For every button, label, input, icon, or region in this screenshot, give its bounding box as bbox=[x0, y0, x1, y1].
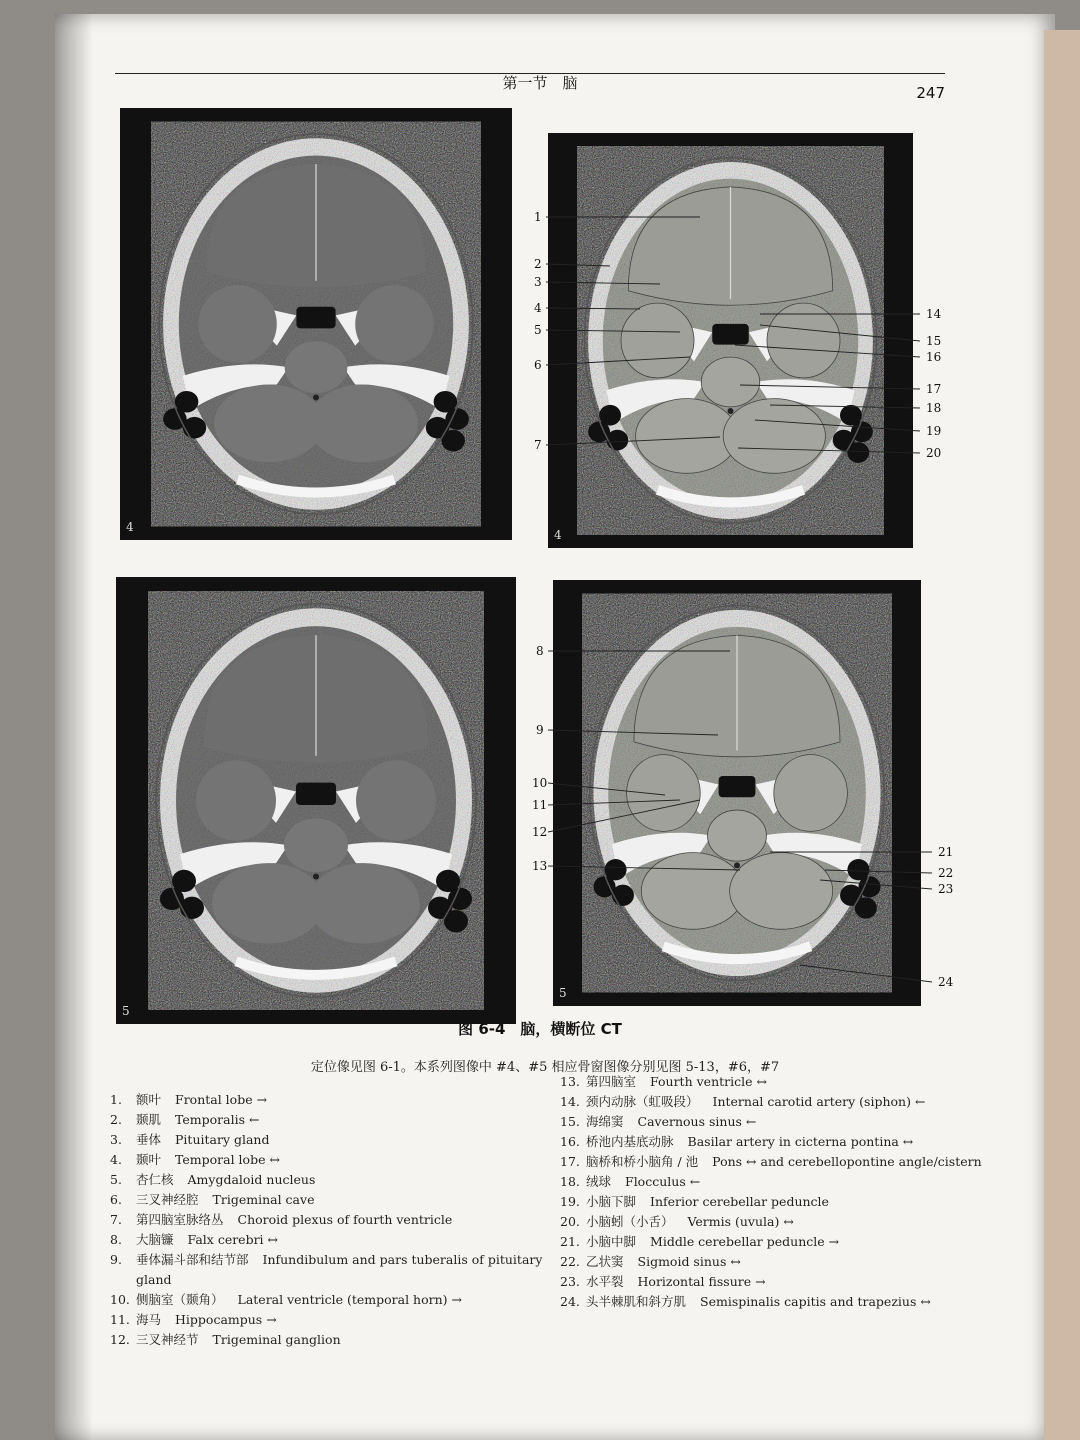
ct-image-bottom-left bbox=[116, 577, 516, 1024]
legend-item bbox=[560, 1212, 1040, 1232]
legend-number: 7. bbox=[110, 1212, 122, 1227]
legend-english-term: Choroid plexus of fourth ventricle bbox=[237, 1212, 453, 1227]
legend-item bbox=[560, 1232, 1040, 1252]
legend-number: 4. bbox=[110, 1152, 122, 1167]
ct-slice-drawing bbox=[553, 580, 921, 1006]
callout-label-16: 16 bbox=[926, 350, 942, 364]
legend-number: 8. bbox=[110, 1232, 122, 1247]
legend-chinese-term: 海马 bbox=[136, 1312, 162, 1327]
legend-number: 3. bbox=[110, 1132, 122, 1147]
slice-number: 5 bbox=[122, 1004, 130, 1018]
legend-english-term: Flocculus ← bbox=[625, 1174, 701, 1189]
ct-image-bottom-right-annotated bbox=[553, 580, 921, 1006]
legend-english-term: Cavernous sinus ← bbox=[637, 1114, 757, 1129]
legend-english-term: Falx cerebri ↔ bbox=[187, 1232, 279, 1247]
legend-english-term: Sigmoid sinus ↔ bbox=[637, 1254, 741, 1269]
callout-label-3: 3 bbox=[534, 275, 542, 289]
legend-number: 1. bbox=[110, 1092, 122, 1107]
legend-chinese-term: 小脑中脚 bbox=[586, 1234, 637, 1249]
ct-slice-drawing bbox=[120, 108, 512, 540]
legend-chinese-term: 颞叶 bbox=[136, 1152, 162, 1167]
callout-label-22: 22 bbox=[938, 866, 954, 880]
ct-slice-drawing bbox=[548, 133, 913, 548]
legend-chinese-term: 大脑镰 bbox=[136, 1232, 174, 1247]
legend-right-column bbox=[560, 1072, 1040, 1312]
legend-number: 24. bbox=[560, 1294, 580, 1309]
legend-english-term: Fourth ventricle ↔ bbox=[650, 1074, 767, 1089]
legend-chinese-term: 脑桥和桥小脑角 / 池 bbox=[586, 1154, 699, 1169]
legend-item bbox=[110, 1190, 550, 1210]
legend-chinese-term: 第四脑室脉络丛 bbox=[136, 1212, 224, 1227]
section-title: 第一节 脑 bbox=[502, 74, 578, 92]
figure-caption-title: 图 6-4 脑，横断位 CT bbox=[458, 1020, 622, 1038]
legend-english-term: Pituitary gland bbox=[175, 1132, 270, 1147]
callout-label-12: 12 bbox=[532, 825, 548, 839]
callout-label-5: 5 bbox=[534, 323, 542, 337]
callout-label-18: 18 bbox=[926, 401, 942, 415]
legend-chinese-term: 三叉神经节 bbox=[136, 1332, 199, 1347]
legend-wrap-line: gland bbox=[136, 1272, 172, 1287]
legend-item bbox=[560, 1092, 1040, 1112]
callout-label-15: 15 bbox=[926, 334, 942, 348]
legend-english-term: Semispinalis capitis and trapezius ↔ bbox=[700, 1294, 931, 1309]
legend-item bbox=[110, 1130, 550, 1150]
legend-chinese-term: 第四脑室 bbox=[586, 1074, 637, 1089]
legend-number: 15. bbox=[560, 1114, 580, 1129]
callout-label-23: 23 bbox=[938, 882, 954, 896]
callout-label-11: 11 bbox=[532, 798, 548, 812]
legend-chinese-term: 垂体 bbox=[136, 1132, 162, 1147]
figure-caption-subtitle: 定位像见图 6-1。本系列图像中 #4、#5 相应骨窗图像分别见图 5-13，#6，#7 bbox=[310, 1060, 780, 1075]
legend-chinese-term: 侧脑室（颞角） bbox=[136, 1292, 224, 1307]
legend-english-term: Trigeminal ganglion bbox=[212, 1332, 341, 1347]
legend-item bbox=[560, 1132, 1040, 1152]
legend-item bbox=[560, 1152, 1040, 1172]
legend-number: 16. bbox=[560, 1134, 580, 1149]
callout-label-13: 13 bbox=[532, 859, 548, 873]
legend-english-term: Lateral ventricle (temporal horn) → bbox=[237, 1292, 462, 1307]
callout-label-21: 21 bbox=[938, 845, 954, 859]
legend-chinese-term: 水平裂 bbox=[586, 1274, 624, 1289]
legend-number: 5. bbox=[110, 1172, 122, 1187]
legend-english-term: Infundibulum and pars tuberalis of pituitary bbox=[262, 1252, 543, 1267]
legend-english-term: Amygdaloid nucleus bbox=[187, 1172, 316, 1187]
legend-chinese-term: 颞肌 bbox=[136, 1112, 162, 1127]
legend-number: 10. bbox=[110, 1292, 130, 1307]
legend-english-term: Temporalis ← bbox=[175, 1112, 260, 1127]
book-spine-shadow bbox=[55, 14, 93, 1440]
legend-chinese-term: 颈内动脉（虹吸段） bbox=[586, 1094, 699, 1109]
callout-label-7: 7 bbox=[534, 438, 542, 452]
legend-number: 2. bbox=[110, 1112, 122, 1127]
callout-label-2: 2 bbox=[534, 257, 542, 271]
legend-item bbox=[110, 1290, 550, 1310]
legend-chinese-term: 垂体漏斗部和结节部 bbox=[136, 1252, 249, 1267]
callout-label-4: 4 bbox=[534, 301, 542, 315]
legend-item bbox=[110, 1210, 550, 1230]
legend-chinese-term: 头半棘肌和斜方肌 bbox=[586, 1294, 687, 1309]
legend-english-term: Trigeminal cave bbox=[212, 1192, 315, 1207]
legend-number: 6. bbox=[110, 1192, 122, 1207]
slice-number: 4 bbox=[126, 520, 134, 534]
legend-item bbox=[110, 1170, 550, 1190]
legend-number: 22. bbox=[560, 1254, 580, 1269]
callout-label-17: 17 bbox=[926, 382, 942, 396]
legend-item bbox=[560, 1292, 1040, 1312]
legend-english-term: Frontal lobe → bbox=[175, 1092, 268, 1107]
callout-label-10: 10 bbox=[532, 776, 548, 790]
legend-chinese-term: 绒球 bbox=[586, 1174, 612, 1189]
legend-chinese-term: 桥池内基底动脉 bbox=[586, 1134, 674, 1149]
legend-item bbox=[560, 1272, 1040, 1292]
legend-chinese-term: 乙状窦 bbox=[586, 1254, 624, 1269]
legend-number: 14. bbox=[560, 1094, 580, 1109]
page-edge bbox=[1044, 30, 1080, 1440]
slice-number: 5 bbox=[559, 986, 567, 1000]
legend-chinese-term: 小脑蚓（小舌） bbox=[586, 1214, 674, 1229]
legend-english-term: Vermis (uvula) ↔ bbox=[687, 1214, 794, 1229]
legend-item bbox=[560, 1172, 1040, 1192]
legend-number: 17. bbox=[560, 1154, 580, 1169]
legend-english-term: Horizontal fissure → bbox=[637, 1274, 766, 1289]
legend-number: 23. bbox=[560, 1274, 580, 1289]
legend-number: 11. bbox=[110, 1312, 130, 1327]
legend-left-column bbox=[110, 1090, 550, 1350]
ct-image-top-right-annotated bbox=[548, 133, 913, 548]
legend-number: 21. bbox=[560, 1234, 580, 1249]
legend-english-term: Basilar artery in cicterna pontina ↔ bbox=[687, 1134, 914, 1149]
callout-label-19: 19 bbox=[926, 424, 942, 438]
slice-number: 4 bbox=[554, 528, 562, 542]
callout-label-20: 20 bbox=[926, 446, 942, 460]
legend-chinese-term: 海绵窦 bbox=[586, 1114, 624, 1129]
legend-item bbox=[110, 1150, 550, 1170]
legend-english-term: Internal carotid artery (siphon) ← bbox=[712, 1094, 926, 1109]
ct-image-top-left bbox=[120, 108, 512, 540]
legend-number: 20. bbox=[560, 1214, 580, 1229]
legend-number: 19. bbox=[560, 1194, 580, 1209]
page-number: 247 bbox=[916, 84, 945, 102]
legend-item bbox=[560, 1192, 1040, 1212]
legend-number: 18. bbox=[560, 1174, 580, 1189]
legend-item bbox=[110, 1110, 550, 1130]
legend-number: 9. bbox=[110, 1252, 122, 1267]
legend-chinese-term: 三叉神经腔 bbox=[136, 1192, 199, 1207]
legend-chinese-term: 小脑下脚 bbox=[586, 1194, 637, 1209]
callout-label-6: 6 bbox=[534, 358, 542, 372]
legend-english-term: Pons ↔ and cerebellopontine angle/cistern bbox=[712, 1154, 982, 1169]
legend-english-term: Hippocampus → bbox=[175, 1312, 277, 1327]
legend-item bbox=[110, 1090, 550, 1110]
callout-label-9: 9 bbox=[536, 723, 544, 737]
ct-slice-drawing bbox=[116, 577, 516, 1024]
legend-item bbox=[560, 1072, 1040, 1092]
legend-item bbox=[560, 1252, 1040, 1272]
legend-item bbox=[110, 1310, 550, 1330]
legend-item bbox=[110, 1250, 550, 1270]
legend-chinese-term: 额叶 bbox=[136, 1092, 162, 1107]
legend-number: 12. bbox=[110, 1332, 130, 1347]
callout-label-24: 24 bbox=[938, 975, 954, 989]
callout-label-1: 1 bbox=[534, 210, 542, 224]
legend-item bbox=[110, 1330, 550, 1350]
legend-number: 13. bbox=[560, 1074, 580, 1089]
legend-item bbox=[560, 1112, 1040, 1132]
legend-english-term: Temporal lobe ↔ bbox=[175, 1152, 280, 1167]
callout-label-8: 8 bbox=[536, 644, 544, 658]
legend-english-term: Middle cerebellar peduncle → bbox=[650, 1234, 840, 1249]
legend-item bbox=[110, 1230, 550, 1250]
callout-label-14: 14 bbox=[926, 307, 942, 321]
legend-english-term: Inferior cerebellar peduncle bbox=[650, 1194, 829, 1209]
legend-chinese-term: 杏仁核 bbox=[136, 1172, 174, 1187]
